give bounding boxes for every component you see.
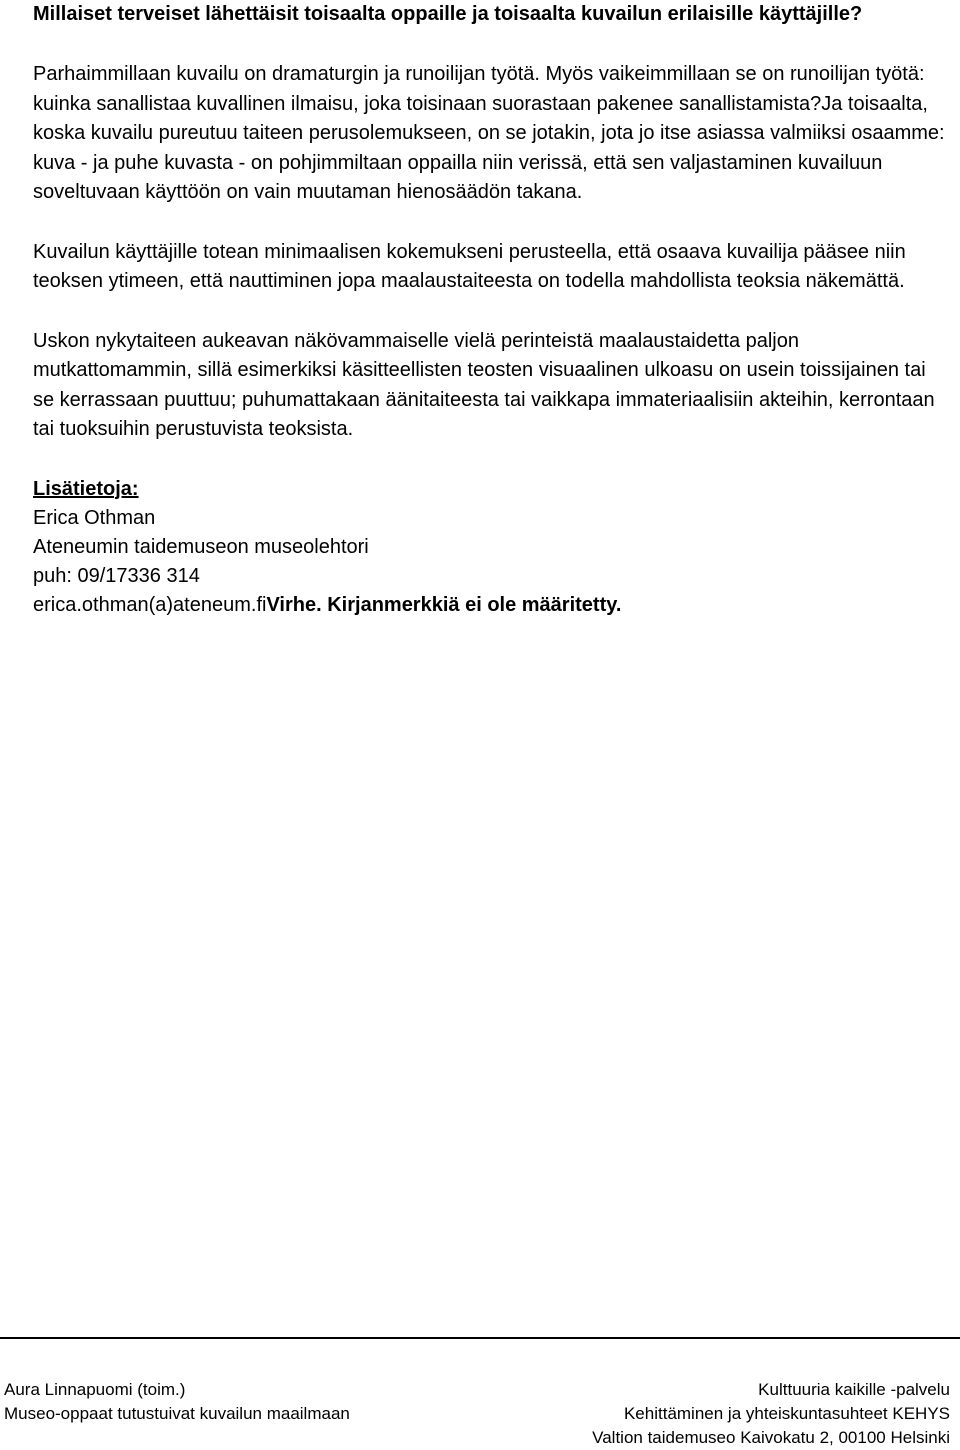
footer-divider — [0, 1337, 960, 1339]
footer-publication: Museo-oppaat tutustuivat kuvailun maailmaan — [4, 1404, 350, 1423]
contact-email-line — [33, 591, 948, 620]
paragraph-guides: Parhaimmillaan kuvailu on dramaturgin ja runoilijan työtä. Myös vaikeimmillaan se on runoilijan työtä: kuinka sanallistaa kuvallinen ilmaisu, joka toisinaan suorastaan pakenee sanallistamista?Ja toisaalta, koska kuvailu pureutuu taiteen perusolemukseen, on se jotakin, jota jo itse asiassa valmiiksi osaamme: kuva - ja puhe kuvasta - on pohjimmiltaan oppailla niin verissä, että sen valjastaminen kuvailuun soveltuvaan käyttöön on vain muutaman hienosäädön takana. — [33, 63, 945, 203]
footer-unit: Kehittäminen ja yhteiskuntasuhteet KEHYS — [623, 1404, 950, 1423]
contact-email: erica.othman(a)ateneum.fi — [33, 593, 267, 616]
footer-address: Valtion taidemuseo Kaivokatu 2, 00100 Helsinki — [592, 1428, 950, 1447]
footer-editor: Aura Linnapuomi (toim.) — [4, 1380, 186, 1399]
footer-left — [4, 1378, 350, 1426]
footer-right — [592, 1378, 950, 1450]
question-heading: Millaiset terveiset lähettäisit toisaalta oppaille ja toisaalta kuvailun erilaisille käyttäjille? — [33, 3, 863, 25]
contact-phone: puh: 09/17336 314 — [33, 564, 200, 587]
paragraph-users: Kuvailun käyttäjille totean minimaalisen kokemukseni perusteella, että osaava kuvailija pääsee niin teoksen ytimeen, että nauttiminen jopa maalaustaiteesta on todella mahdollista teoksia näkemättä. — [33, 240, 906, 292]
contact-title: Lisätietoja: — [33, 477, 139, 500]
contact-info — [33, 475, 948, 620]
contact-role: Ateneumin taidemuseon museolehtori — [33, 535, 369, 558]
document-body — [33, 0, 948, 620]
paragraph-contemporary-art: Uskon nykytaiteen aukeavan näkövammaiselle vielä perinteistä maalaustaidetta paljon mutkattomammin, sillä esimerkiksi käsitteellisten teosten visuaalinen ulkoasu on usein toissijainen tai se kerrassaan puuttuu; puhumattakaan äänitaiteesta tai vaikkapa immateriaalisiin akteihin, kerrontaan tai tuoksuihin perustuvista teoksista. — [33, 329, 935, 440]
bookmark-error: Virhe. Kirjanmerkkiä ei ole määritetty. — [266, 593, 622, 616]
contact-name: Erica Othman — [33, 506, 156, 529]
footer-service: Kulttuuria kaikille -palvelu — [758, 1380, 950, 1399]
